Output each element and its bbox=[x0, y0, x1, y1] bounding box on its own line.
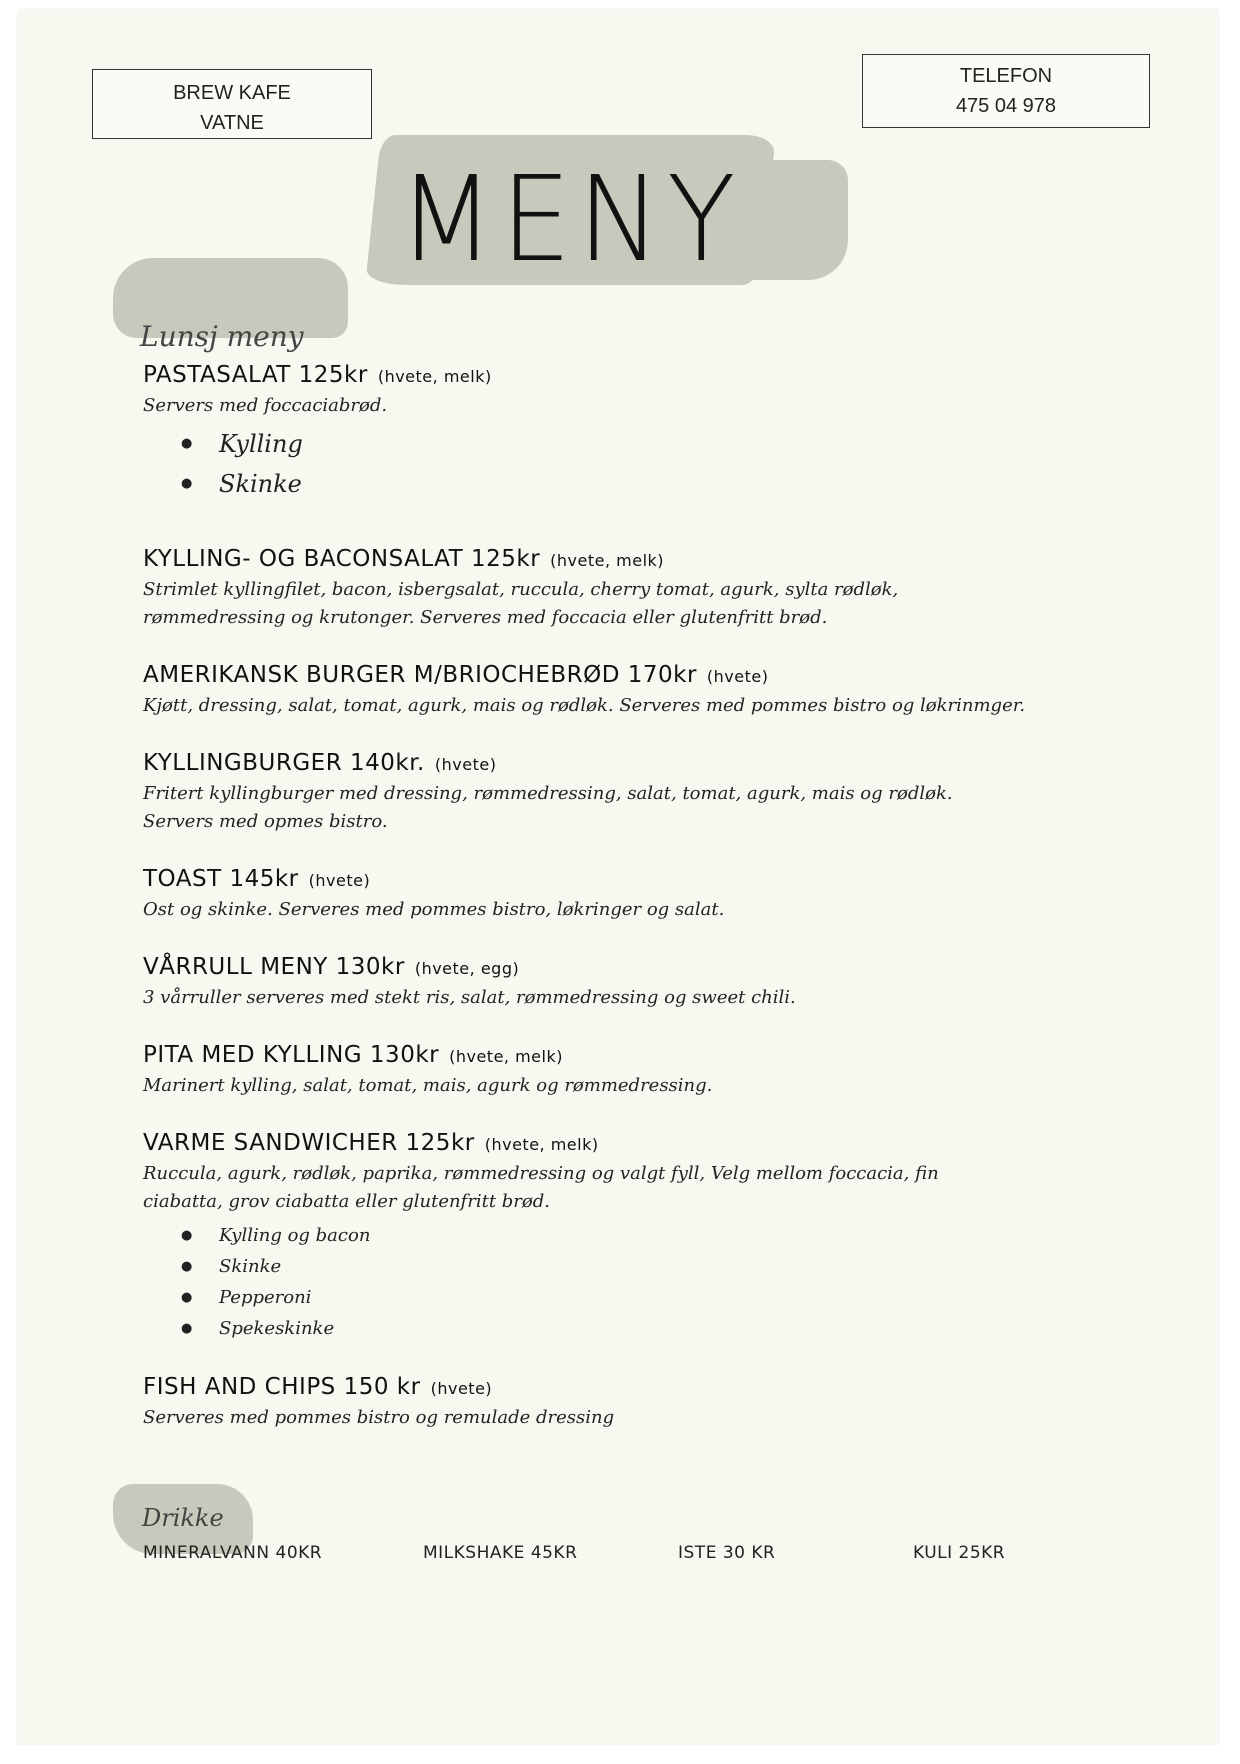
menu-item-name: VÅRRULL MENY 130kr bbox=[143, 954, 405, 980]
drink-item: MINERALVANN 40KR bbox=[143, 1543, 323, 1563]
menu-item-description: Ost og skinke. Serveres med pommes bistro, løkringer og salat. bbox=[143, 899, 725, 920]
menu-item-description: Marinert kylling, salat, tomat, mais, agurk og rømmedressing. bbox=[143, 1075, 713, 1096]
menu-item-allergens: (hvete, melk) bbox=[550, 551, 665, 570]
menu-item-option: ● Pepperoni bbox=[181, 1282, 1123, 1313]
menu-item-description: Serveres med pommes bistro og remulade dressing bbox=[143, 1407, 615, 1428]
menu-item-name: FISH AND CHIPS 150 kr bbox=[143, 1374, 421, 1400]
phone-box bbox=[862, 54, 1150, 128]
menu-item-title bbox=[143, 544, 1123, 576]
menu-item bbox=[143, 748, 1123, 836]
menu-item-name: PITA MED KYLLING 130kr bbox=[143, 1042, 440, 1068]
phone-number: 475 04 978 bbox=[955, 95, 1057, 117]
menu-item-title bbox=[143, 1372, 1123, 1404]
drikke-heading: Drikke bbox=[142, 1504, 224, 1532]
menu-item-allergens: (hvete, melk) bbox=[484, 1135, 599, 1154]
menu-item-description: Ruccula, agurk, rødløk, paprika, rømmedressing og valgt fyll, Velg mellom foccacia, fin bbox=[143, 1163, 939, 1184]
menu-item bbox=[143, 1040, 1123, 1100]
lunsj-heading: Lunsj meny bbox=[140, 320, 304, 353]
drinks-row bbox=[18, 1543, 1218, 1571]
menu-item bbox=[143, 360, 1123, 504]
menu-item-allergens: (hvete) bbox=[706, 667, 769, 686]
drink-item: MILKSHAKE 45KR bbox=[423, 1543, 578, 1563]
menu-item-option: ● Skinke bbox=[181, 464, 1123, 504]
menu-item-allergens: (hvete) bbox=[308, 871, 371, 890]
menu-item bbox=[143, 952, 1123, 1012]
menu-item-title bbox=[143, 360, 1123, 392]
menu-item-description: Servers med opmes bistro. bbox=[143, 811, 388, 832]
menu-item bbox=[143, 1128, 1123, 1344]
menu-item-option: ● Kylling bbox=[181, 424, 1123, 464]
menu-item-title bbox=[143, 748, 1123, 780]
menu-item-name: TOAST 145kr bbox=[143, 866, 299, 892]
menu-item bbox=[143, 544, 1123, 632]
cafe-location: VATNE bbox=[200, 112, 264, 134]
menu-item-name: PASTASALAT 125kr bbox=[143, 362, 368, 388]
menu-item-description: Fritert kyllingburger med dressing, rømmedressing, salat, tomat, agurk, mais og rødløk. bbox=[143, 783, 953, 804]
menu-page bbox=[18, 10, 1218, 1744]
menu-item-name: AMERIKANSK BURGER M/BRIOCHEBRØD 170kr bbox=[143, 662, 697, 688]
menu-items bbox=[143, 360, 1123, 1432]
menu-item bbox=[143, 1372, 1123, 1432]
menu-item-option: ● Kylling og bacon bbox=[181, 1220, 1123, 1251]
menu-item bbox=[143, 660, 1123, 720]
menu-item-options bbox=[143, 424, 1123, 504]
menu-item-description: Kjøtt, dressing, salat, tomat, agurk, mais og rødløk. Serveres med pommes bistro og løkrinmger. bbox=[143, 695, 1026, 716]
menu-item-title bbox=[143, 660, 1123, 692]
menu-item-allergens: (hvete, melk) bbox=[377, 367, 492, 386]
menu-item-description: Strimlet kyllingfilet, bacon, isbergsalat, ruccula, cherry tomat, agurk, sylta rødløk, bbox=[143, 579, 899, 600]
menu-item-allergens: (hvete) bbox=[434, 755, 497, 774]
menu-item-name: KYLLINGBURGER 140kr. bbox=[143, 750, 425, 776]
menu-title: MENY bbox=[398, 151, 742, 289]
menu-item-description: ciabatta, grov ciabatta eller glutenfritt brød. bbox=[143, 1191, 550, 1212]
menu-item-allergens: (hvete) bbox=[430, 1379, 493, 1398]
cafe-name: BREW KAFE bbox=[173, 82, 291, 104]
menu-item bbox=[143, 864, 1123, 924]
drink-item: ISTE 30 KR bbox=[678, 1543, 776, 1563]
cafe-name-box bbox=[92, 69, 372, 139]
menu-item-title bbox=[143, 1128, 1123, 1160]
menu-item-description: Servers med foccaciabrød. bbox=[143, 395, 388, 416]
menu-item-title bbox=[143, 1040, 1123, 1072]
drink-item: KULI 25KR bbox=[913, 1543, 1006, 1563]
menu-item-description: 3 vårruller serveres med stekt ris, salat, rømmedressing og sweet chili. bbox=[143, 987, 796, 1008]
menu-item-title bbox=[143, 864, 1123, 896]
menu-item-option: ● Spekeskinke bbox=[181, 1313, 1123, 1344]
menu-item-option: ● Skinke bbox=[181, 1251, 1123, 1282]
menu-item-name: KYLLING- OG BACONSALAT 125kr bbox=[143, 546, 541, 572]
menu-item-options bbox=[143, 1220, 1123, 1344]
menu-item-allergens: (hvete, egg) bbox=[414, 959, 520, 978]
menu-item-name: VARME SANDWICHER 125kr bbox=[143, 1130, 475, 1156]
menu-item-title bbox=[143, 952, 1123, 984]
menu-item-description: rømmedressing og krutonger. Serveres med foccacia eller glutenfritt brød. bbox=[143, 607, 828, 628]
phone-label: TELEFON bbox=[959, 65, 1053, 87]
menu-item-allergens: (hvete, melk) bbox=[449, 1047, 563, 1066]
